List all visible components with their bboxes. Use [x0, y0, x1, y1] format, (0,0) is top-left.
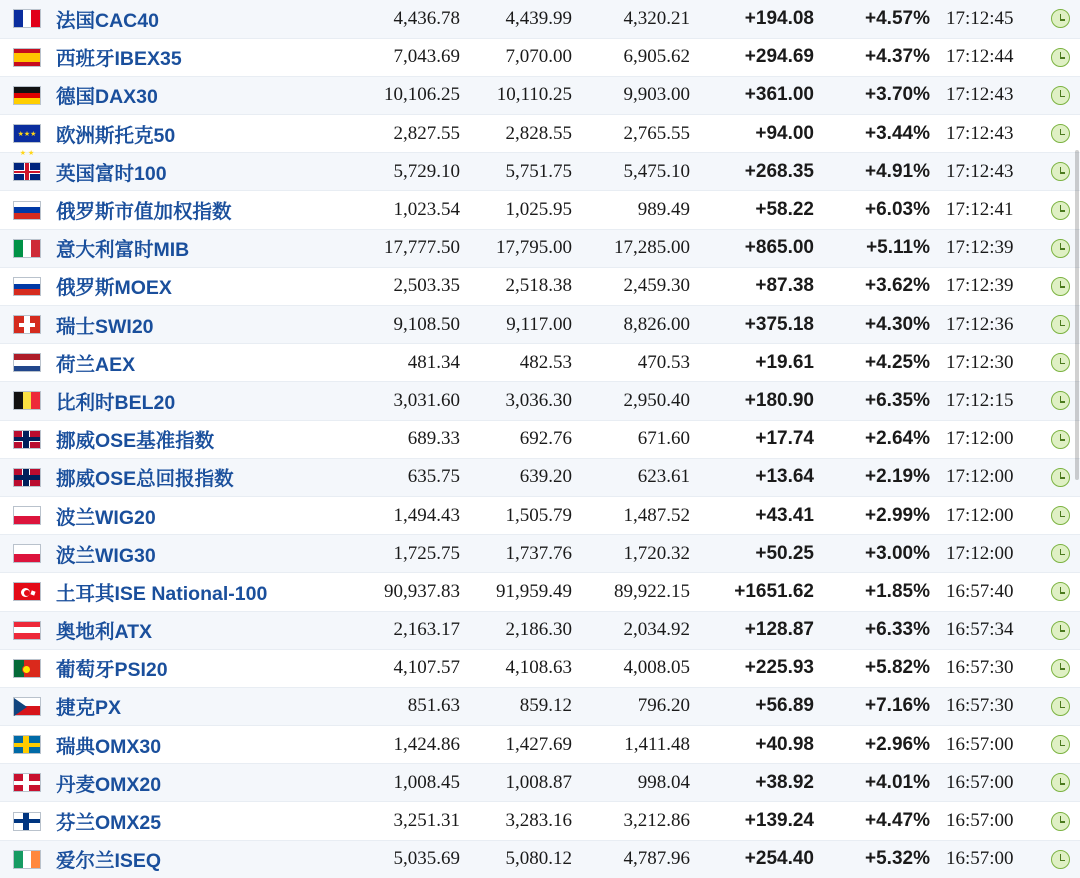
index-name-link[interactable]: 意大利富时MIB	[56, 239, 190, 262]
clock-icon[interactable]	[1051, 812, 1070, 831]
quote-time: 17:12:00	[938, 496, 1040, 534]
index-name-cell[interactable]	[54, 687, 354, 725]
index-name-link[interactable]: 欧洲斯托克50	[56, 124, 176, 147]
table-row[interactable]	[0, 191, 1080, 229]
russia-flag	[13, 201, 41, 220]
change-value: +87.38	[696, 267, 822, 305]
high-price: 2,828.55	[466, 115, 578, 153]
change-percent: +4.30%	[822, 306, 938, 344]
index-name-link[interactable]: 挪威OSE总回报指数	[56, 468, 234, 491]
change-percent: +4.47%	[822, 802, 938, 840]
table-row[interactable]	[0, 687, 1080, 725]
flag-cell	[0, 535, 54, 573]
high-price: 2,186.30	[466, 611, 578, 649]
flag-cell	[0, 611, 54, 649]
table-row[interactable]	[0, 420, 1080, 458]
quote-time: 17:12:15	[938, 382, 1040, 420]
index-name-cell[interactable]	[54, 0, 354, 38]
low-price: 623.61	[578, 458, 696, 496]
eu-stars-icon: ★★★ ★ ★	[17, 131, 37, 158]
flag-cell	[0, 687, 54, 725]
quote-time: 16:57:00	[946, 848, 1014, 870]
change-value: +50.25	[696, 535, 822, 573]
index-name-link[interactable]: 奥地利ATX	[56, 621, 153, 644]
table-row[interactable]	[0, 115, 1080, 153]
low-price: 17,285.00	[578, 229, 696, 267]
low-price: 796.20	[578, 687, 696, 725]
table-row[interactable]	[0, 840, 1080, 878]
index-name-cell[interactable]	[54, 458, 354, 496]
change-percent: +6.03%	[822, 191, 938, 229]
change-value: +19.61	[696, 344, 822, 382]
clock-icon[interactable]	[1051, 124, 1070, 143]
change-percent: +3.44%	[822, 115, 938, 153]
sweden-flag	[13, 735, 41, 754]
change-percent: +4.57%	[822, 0, 938, 38]
high-price: 17,795.00	[466, 229, 578, 267]
change-percent: +2.99%	[822, 496, 938, 534]
index-name-cell[interactable]	[54, 611, 354, 649]
clock-icon[interactable]	[1051, 239, 1070, 258]
table-row[interactable]	[0, 306, 1080, 344]
index-name-cell[interactable]	[54, 191, 354, 229]
czech-flag	[13, 697, 41, 716]
italy-flag	[13, 239, 41, 258]
change-percent: +3.00%	[822, 535, 938, 573]
last-price: 1,424.86	[354, 726, 466, 764]
clock-icon[interactable]	[1051, 430, 1070, 449]
clock-icon[interactable]	[1051, 621, 1070, 640]
change-value: +94.00	[696, 115, 822, 153]
low-price: 6,905.62	[578, 38, 696, 76]
low-price: 989.49	[578, 191, 696, 229]
index-name-link[interactable]: 西班牙IBEX35	[56, 48, 182, 71]
last-price: 90,937.83	[354, 573, 466, 611]
high-price: 4,108.63	[466, 649, 578, 687]
index-name-link[interactable]: 捷克PX	[56, 697, 122, 720]
last-price: 851.63	[354, 687, 466, 725]
quote-time: 16:57:30	[938, 687, 1040, 725]
low-price: 9,903.00	[578, 76, 696, 114]
index-name-link[interactable]: 俄罗斯市值加权指数	[56, 201, 232, 224]
change-percent: +1.85%	[822, 573, 938, 611]
index-name-link[interactable]: 法国CAC40	[56, 9, 159, 32]
high-price: 1,505.79	[466, 496, 578, 534]
index-name-cell[interactable]	[54, 649, 354, 687]
flag-cell	[0, 458, 54, 496]
change-value: +1651.62	[696, 573, 822, 611]
change-value: +865.00	[696, 229, 822, 267]
change-value: +40.98	[696, 726, 822, 764]
index-name-link[interactable]: 爱尔兰ISEQ	[56, 850, 162, 873]
quote-time: 17:12:00	[938, 420, 1040, 458]
change-percent: +5.82%	[822, 649, 938, 687]
high-price: 5,080.12	[505, 848, 572, 870]
change-value: +375.18	[696, 306, 822, 344]
index-name-cell[interactable]	[54, 382, 354, 420]
scrollbar-thumb[interactable]	[1075, 150, 1079, 480]
quote-time: 17:12:44	[938, 38, 1040, 76]
low-price: 1,487.52	[578, 496, 696, 534]
table-row[interactable]	[0, 267, 1080, 305]
clock-icon[interactable]	[1051, 544, 1070, 563]
low-price: 5,475.10	[578, 153, 696, 191]
last-price: 5,035.69	[393, 848, 460, 870]
portugal-flag	[13, 659, 41, 678]
high-price: 4,439.99	[466, 0, 578, 38]
low-price: 89,922.15	[578, 573, 696, 611]
quote-time: 16:57:30	[938, 649, 1040, 687]
index-name-cell[interactable]	[54, 153, 354, 191]
index-name-cell[interactable]	[54, 535, 354, 573]
low-price: 4,008.05	[578, 649, 696, 687]
index-name-link[interactable]: 葡萄牙PSI20	[56, 659, 168, 682]
uk-flag	[13, 162, 41, 181]
flag-cell	[0, 0, 54, 38]
last-price: 17,777.50	[354, 229, 466, 267]
index-name-cell[interactable]	[54, 76, 354, 114]
low-price: 1,411.48	[578, 726, 696, 764]
clock-icon[interactable]	[1051, 659, 1070, 678]
last-price: 2,503.35	[354, 267, 466, 305]
high-price: 692.76	[466, 420, 578, 458]
flag-cell	[0, 38, 54, 76]
index-name-cell[interactable]	[54, 229, 354, 267]
last-price: 1,725.75	[354, 535, 466, 573]
quote-time: 17:12:43	[938, 153, 1040, 191]
quote-time: 16:57:00	[938, 764, 1040, 802]
table-row[interactable]	[0, 229, 1080, 267]
index-name-cell[interactable]	[54, 38, 354, 76]
belgium-flag	[13, 391, 41, 410]
table-row[interactable]	[0, 458, 1080, 496]
table-row[interactable]	[0, 0, 1080, 38]
index-name-cell[interactable]	[54, 573, 354, 611]
change-value: +254.40	[744, 848, 814, 870]
last-price: 3,251.31	[354, 802, 466, 840]
quote-time: 17:12:39	[938, 267, 1040, 305]
quote-time: 17:12:00	[938, 458, 1040, 496]
flag-cell	[0, 115, 54, 158]
change-value: +58.22	[696, 191, 822, 229]
norway-flag	[13, 468, 41, 487]
high-price: 10,110.25	[466, 76, 578, 114]
low-price: 998.04	[578, 764, 696, 802]
clock-icon[interactable]	[1051, 773, 1070, 792]
flag-cell	[0, 344, 54, 382]
clock-icon[interactable]	[1051, 582, 1070, 601]
low-price: 3,212.86	[578, 802, 696, 840]
europe-flag	[13, 124, 41, 158]
change-percent: +4.37%	[822, 38, 938, 76]
last-price: 10,106.25	[354, 76, 466, 114]
index-name-cell[interactable]	[54, 764, 354, 802]
change-value: +268.35	[696, 153, 822, 191]
high-price: 1,427.69	[466, 726, 578, 764]
austria-flag	[13, 621, 41, 640]
high-price: 1,008.87	[466, 764, 578, 802]
change-percent: +3.62%	[822, 267, 938, 305]
flag-cell	[0, 802, 54, 840]
flag-cell	[0, 496, 54, 534]
last-price: 1,008.45	[354, 764, 466, 802]
high-price: 3,036.30	[466, 382, 578, 420]
norway-flag	[13, 430, 41, 449]
clock-icon[interactable]	[1051, 735, 1070, 754]
last-price: 689.33	[354, 420, 466, 458]
index-name-cell[interactable]	[54, 802, 354, 840]
low-price: 470.53	[578, 344, 696, 382]
high-price: 1,025.95	[466, 191, 578, 229]
table-row[interactable]	[0, 649, 1080, 687]
index-name-cell[interactable]	[54, 115, 354, 153]
table-row[interactable]	[0, 496, 1080, 534]
change-percent: +6.35%	[822, 382, 938, 420]
index-name-cell[interactable]	[54, 420, 354, 458]
last-price: 1,494.43	[354, 496, 466, 534]
last-price: 2,827.55	[354, 115, 466, 153]
quote-time: 16:57:34	[938, 611, 1040, 649]
change-value: +139.24	[696, 802, 822, 840]
low-price: 671.60	[578, 420, 696, 458]
change-percent: +5.11%	[822, 229, 938, 267]
index-name-link[interactable]: 挪威OSE基准指数	[56, 430, 215, 453]
flag-cell	[0, 76, 54, 114]
poland-flag	[13, 506, 41, 525]
table-row[interactable]	[0, 76, 1080, 114]
change-percent: +3.70%	[822, 76, 938, 114]
index-name-link[interactable]: 荷兰AEX	[56, 353, 136, 376]
index-name-link[interactable]: 比利时BEL20	[56, 391, 176, 414]
france-flag	[13, 9, 41, 28]
switzerland-flag	[13, 315, 41, 334]
high-price: 7,070.00	[466, 38, 578, 76]
quote-time: 17:12:36	[938, 306, 1040, 344]
index-name-cell[interactable]	[54, 267, 354, 305]
vertical-scrollbar[interactable]	[1074, 0, 1080, 876]
quote-time: 17:12:43	[938, 115, 1040, 153]
clock-icon[interactable]	[1051, 9, 1070, 28]
clock-icon[interactable]	[1051, 201, 1070, 220]
flag-cell	[0, 191, 54, 229]
clock-icon[interactable]	[1051, 391, 1070, 410]
last-price: 481.34	[354, 344, 466, 382]
index-name-link[interactable]: 波兰WIG20	[56, 506, 156, 529]
high-price: 91,959.49	[466, 573, 578, 611]
low-price: 8,826.00	[578, 306, 696, 344]
index-name-cell[interactable]	[54, 840, 354, 878]
table-row[interactable]	[0, 153, 1080, 191]
high-price: 3,283.16	[466, 802, 578, 840]
table-row[interactable]	[0, 38, 1080, 76]
last-price: 5,729.10	[354, 153, 466, 191]
low-price: 1,720.32	[578, 535, 696, 573]
index-name-link[interactable]: 英国富时100	[56, 162, 167, 185]
clock-icon[interactable]	[1051, 468, 1070, 487]
index-name-link[interactable]: 俄罗斯MOEX	[56, 277, 172, 300]
flag-cell	[0, 420, 54, 458]
index-name-link[interactable]: 波兰WIG30	[56, 544, 156, 567]
last-price: 635.75	[354, 458, 466, 496]
table-row[interactable]	[0, 573, 1080, 611]
clock-icon[interactable]	[1051, 353, 1070, 372]
flag-cell	[0, 649, 54, 687]
change-value: +194.08	[696, 0, 822, 38]
high-price: 5,751.75	[466, 153, 578, 191]
low-price: 2,459.30	[578, 267, 696, 305]
clock-icon[interactable]	[1051, 48, 1070, 67]
last-price: 4,436.78	[354, 0, 466, 38]
last-price: 1,023.54	[354, 191, 466, 229]
quote-time: 17:12:00	[938, 535, 1040, 573]
table-row[interactable]	[0, 382, 1080, 420]
last-price: 2,163.17	[354, 611, 466, 649]
table-row[interactable]	[0, 764, 1080, 802]
high-price: 482.53	[466, 344, 578, 382]
index-name-cell[interactable]	[54, 496, 354, 534]
change-percent: +2.64%	[822, 420, 938, 458]
change-value: +180.90	[696, 382, 822, 420]
high-price: 2,518.38	[466, 267, 578, 305]
last-price: 3,031.60	[354, 382, 466, 420]
low-price: 4,787.96	[623, 848, 690, 870]
change-value: +13.64	[696, 458, 822, 496]
last-price: 9,108.50	[354, 306, 466, 344]
table-row[interactable]	[0, 611, 1080, 649]
index-name-link[interactable]: 德国DAX30	[56, 86, 158, 109]
quote-time: 16:57:00	[938, 802, 1040, 840]
change-value: +38.92	[696, 764, 822, 802]
high-price: 639.20	[466, 458, 578, 496]
finland-flag	[13, 812, 41, 831]
germany-flag	[13, 86, 41, 105]
low-price: 2,765.55	[578, 115, 696, 153]
index-name-cell[interactable]	[54, 306, 354, 344]
flag-cell	[0, 840, 54, 878]
quote-time: 17:12:30	[938, 344, 1040, 382]
flag-cell	[0, 306, 54, 344]
index-name-link[interactable]: 瑞士SWI20	[56, 315, 154, 338]
change-value: +294.69	[696, 38, 822, 76]
quote-time: 17:12:43	[938, 76, 1040, 114]
clock-icon[interactable]	[1051, 86, 1070, 105]
clock-icon[interactable]	[1051, 315, 1070, 334]
flag-cell	[0, 764, 54, 802]
index-name-link[interactable]: 丹麦OMX20	[56, 773, 162, 796]
quote-time: 16:57:40	[938, 573, 1040, 611]
change-percent: +5.32%	[865, 848, 930, 870]
quote-time: 17:12:39	[938, 229, 1040, 267]
clock-icon[interactable]	[1051, 506, 1070, 525]
index-name-cell[interactable]	[54, 344, 354, 382]
last-price: 7,043.69	[354, 38, 466, 76]
change-value: +56.89	[696, 687, 822, 725]
low-price: 2,950.40	[578, 382, 696, 420]
index-name-link[interactable]: 芬兰OMX25	[56, 812, 162, 835]
high-price: 9,117.00	[466, 306, 578, 344]
change-percent: +7.16%	[822, 687, 938, 725]
flag-cell	[0, 382, 54, 420]
change-value: +361.00	[696, 76, 822, 114]
quote-time: 17:12:41	[938, 191, 1040, 229]
change-value: +17.74	[696, 420, 822, 458]
spain-flag	[13, 48, 41, 67]
netherlands-flag	[13, 353, 41, 372]
quote-time: 16:57:00	[938, 726, 1040, 764]
low-price: 2,034.92	[578, 611, 696, 649]
change-percent: +6.33%	[822, 611, 938, 649]
index-name-link[interactable]: 瑞典OMX30	[56, 735, 162, 758]
flag-cell	[0, 267, 54, 305]
clock-icon[interactable]	[1051, 277, 1070, 296]
change-percent: +2.19%	[822, 458, 938, 496]
russia-flag	[13, 277, 41, 296]
low-price: 4,320.21	[578, 0, 696, 38]
change-value: +225.93	[696, 649, 822, 687]
high-price: 1,737.76	[466, 535, 578, 573]
flag-cell	[0, 229, 54, 267]
table-row[interactable]	[0, 726, 1080, 764]
index-name-link[interactable]: 土耳其ISE National-100	[56, 582, 268, 605]
flag-cell	[0, 573, 54, 611]
change-value: +128.87	[696, 611, 822, 649]
change-value: +43.41	[696, 496, 822, 534]
table-row[interactable]	[0, 535, 1080, 573]
denmark-flag	[13, 773, 41, 792]
change-percent: +4.01%	[822, 764, 938, 802]
change-percent: +2.96%	[822, 726, 938, 764]
flag-cell	[0, 726, 54, 764]
clock-icon[interactable]	[1051, 162, 1070, 181]
change-percent: +4.25%	[822, 344, 938, 382]
ireland-flag	[13, 850, 41, 869]
table-row[interactable]	[0, 344, 1080, 382]
turkey-flag	[13, 582, 41, 601]
quote-time: 17:12:45	[938, 0, 1040, 38]
clock-icon[interactable]	[1051, 697, 1070, 716]
clock-icon[interactable]	[1051, 850, 1070, 869]
last-price: 4,107.57	[354, 649, 466, 687]
table-row[interactable]	[0, 802, 1080, 840]
index-name-cell[interactable]	[54, 726, 354, 764]
high-price: 859.12	[466, 687, 578, 725]
change-percent: +4.91%	[822, 153, 938, 191]
poland-flag	[13, 544, 41, 563]
